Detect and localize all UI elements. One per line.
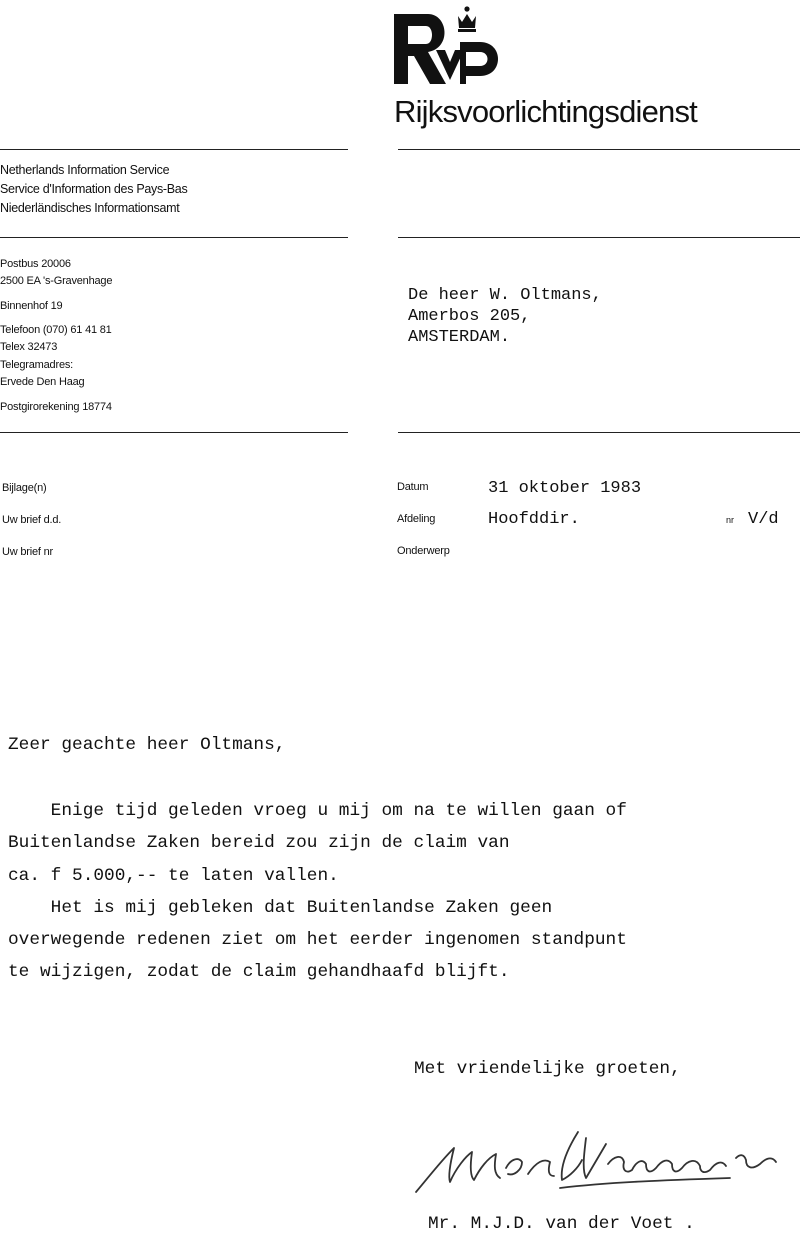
body-line: ca. f 5.000,-- te laten vallen. (8, 866, 339, 886)
service-name-en: Netherlands Information Service (0, 163, 170, 177)
onderwerp-label: Onderwerp (397, 545, 450, 557)
datum-value: 31 oktober 1983 (488, 479, 642, 498)
divider (0, 432, 348, 433)
recipient-line: Amerbos 205, (408, 307, 531, 326)
nr-label: nr (726, 515, 735, 525)
body-line: Buitenlandse Zaken bereid zou zijn de claim van (8, 833, 510, 853)
address-postcode: 2500 EA 's-Gravenhage (0, 275, 113, 287)
signatory-name: Mr. M.J.D. van der Voet . (428, 1214, 695, 1234)
divider (398, 149, 800, 150)
recipient-line: De heer W. Oltmans, (408, 286, 602, 305)
service-name-de: Niederländisches Informationsamt (0, 201, 180, 215)
address-telegram-value: Ervede Den Haag (0, 376, 85, 388)
rvd-logo-icon (388, 4, 506, 88)
divider (0, 149, 348, 150)
datum-label: Datum (397, 481, 429, 493)
address-telex: Telex 32473 (0, 341, 58, 353)
nr-value: V/d (748, 510, 779, 529)
body-line: Enige tijd geleden vroeg u mij om na te willen gaan of (8, 801, 627, 821)
divider (398, 237, 800, 238)
salutation: Zeer geachte heer Oltmans, (8, 735, 286, 755)
address-postbus: Postbus 20006 (0, 258, 71, 270)
divider (398, 432, 800, 433)
recipient-line: AMSTERDAM. (408, 328, 511, 347)
signature-icon (410, 1118, 790, 1198)
afdeling-label: Afdeling (397, 513, 436, 525)
uw-brief-dd-label: Uw brief d.d. (2, 514, 62, 526)
bijlage-label: Bijlage(n) (2, 482, 47, 494)
divider (0, 237, 348, 238)
crown-icon (458, 6, 476, 32)
uw-brief-nr-label: Uw brief nr (2, 546, 53, 558)
address-telefoon: Telefoon (070) 61 41 81 (0, 324, 112, 336)
body-line: te wijzigen, zodat de claim gehandhaafd blijft. (8, 962, 510, 982)
address-street: Binnenhof 19 (0, 300, 63, 312)
organization-name: Rijksvoorlichtingsdienst (394, 94, 697, 129)
body-line: Het is mij gebleken dat Buitenlandse Zaken geen (8, 898, 553, 918)
address-telegram-label: Telegramadres: (0, 359, 74, 371)
address-postgiro: Postgirorekening 18774 (0, 401, 112, 413)
body-line: overwegende redenen ziet om het eerder ingenomen standpunt (8, 930, 627, 950)
service-name-fr: Service d'Information des Pays-Bas (0, 182, 188, 196)
closing-greeting: Met vriendelijke groeten, (414, 1059, 681, 1079)
afdeling-value: Hoofddir. (488, 510, 580, 529)
